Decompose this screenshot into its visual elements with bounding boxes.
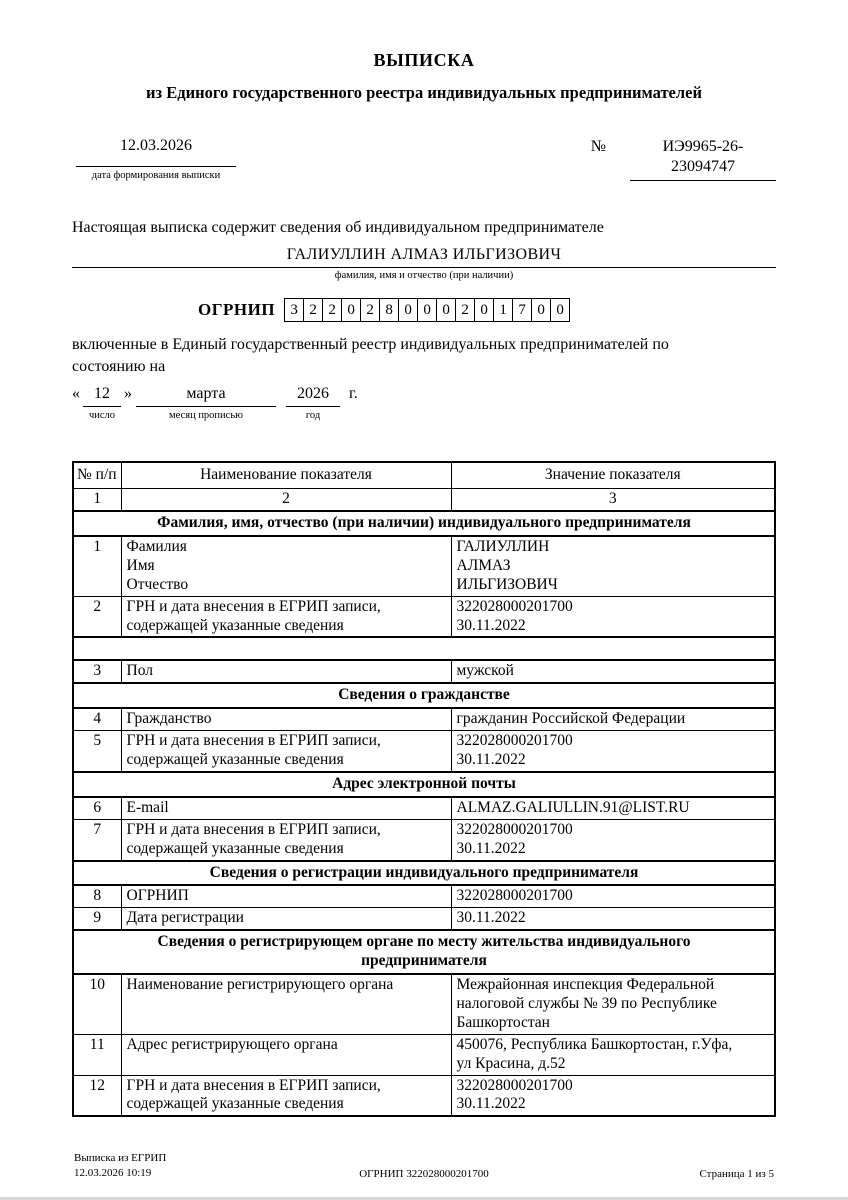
ogrnip-digit-box: 7 bbox=[512, 298, 532, 322]
footer-datetime: 12.03.2026 10:19 bbox=[74, 1166, 152, 1179]
table-row-section bbox=[73, 861, 775, 886]
page-footer bbox=[72, 1151, 776, 1180]
row-number-cell: 2 bbox=[73, 596, 121, 637]
table-row-data bbox=[73, 660, 775, 683]
row-number-cell: 11 bbox=[73, 1034, 121, 1075]
indicator-value-cell: 322028000201700 30.11.2022 bbox=[451, 596, 775, 637]
entrepreneur-name-caption: фамилия, имя и отчество (при наличии) bbox=[334, 270, 514, 281]
table-row-section bbox=[73, 511, 775, 536]
formation-date-caption: дата формирования выписки bbox=[91, 170, 221, 181]
ogrnip-digit-box: 0 bbox=[531, 298, 551, 322]
included-text: включенные в Единый государственный реестр индивидуальных предпринимателей по состоянию на bbox=[72, 336, 669, 375]
table-row-data bbox=[73, 596, 775, 637]
ogrnip-digit-box: 0 bbox=[474, 298, 494, 322]
ogrnip-digit-box: 0 bbox=[550, 298, 570, 322]
indicator-name-cell: Гражданство bbox=[121, 708, 451, 730]
empty-row-cell bbox=[73, 637, 775, 660]
ogrnip-digit-boxes bbox=[284, 298, 570, 322]
row-number-cell: 7 bbox=[73, 819, 121, 860]
table-row-data bbox=[73, 731, 775, 772]
ogrnip-digit-box: 2 bbox=[360, 298, 380, 322]
table-row-data bbox=[73, 974, 775, 1034]
open-quote: « bbox=[72, 385, 80, 403]
entrepreneur-name: ГАЛИУЛЛИН АЛМАЗ ИЛЬГИЗОВИЧ bbox=[72, 246, 776, 268]
section-header: Фамилия, имя, отчество (при наличии) индивидуального предпринимателя bbox=[73, 511, 775, 536]
year-field bbox=[286, 384, 340, 421]
indicator-value-cell: 322028000201700 30.11.2022 bbox=[451, 819, 775, 860]
indicator-value-cell: гражданин Российской Федерации bbox=[451, 708, 775, 730]
table-row-data bbox=[73, 536, 775, 596]
row-number-cell: 12 bbox=[73, 1075, 121, 1116]
table-row-section bbox=[73, 772, 775, 797]
indicator-name-cell: Дата регистрации bbox=[121, 908, 451, 930]
meta-row bbox=[72, 137, 776, 181]
row-number-cell: 10 bbox=[73, 974, 121, 1034]
extract-number-label: № bbox=[590, 138, 606, 155]
row-number-cell: 1 bbox=[73, 536, 121, 596]
table-row-data bbox=[73, 908, 775, 930]
section-header: Сведения о гражданстве bbox=[73, 683, 775, 708]
table-row-data bbox=[73, 819, 775, 860]
indicator-value-cell: ГАЛИУЛЛИН АЛМАЗ ИЛЬГИЗОВИЧ bbox=[451, 536, 775, 596]
indicator-value-cell: Межрайонная инспекция Федеральной налоговой службы № 39 по Республике Башкортостан bbox=[451, 974, 775, 1034]
table-row-section bbox=[73, 930, 775, 974]
table-row-data bbox=[73, 1075, 775, 1116]
document-subtitle: из Единого государственного реестра индивидуальных предпринимателей bbox=[146, 83, 702, 102]
day-value: 12 bbox=[83, 384, 121, 407]
column-header: Наименование показателя bbox=[121, 462, 451, 488]
footer-page-number: Страница 1 из 5 bbox=[699, 1167, 774, 1180]
table-row-data bbox=[73, 708, 775, 730]
extract-number-block bbox=[591, 137, 776, 181]
column-number: 1 bbox=[73, 489, 121, 511]
month-value: марта bbox=[136, 384, 276, 407]
table-row-colnum bbox=[73, 489, 775, 511]
indicator-value-cell: 322028000201700 30.11.2022 bbox=[451, 731, 775, 772]
entrepreneur-name-block bbox=[72, 246, 776, 281]
indicator-value-cell: 30.11.2022 bbox=[451, 908, 775, 930]
footer-left bbox=[74, 1151, 294, 1180]
formation-date-block bbox=[76, 137, 236, 181]
row-number-cell: 6 bbox=[73, 797, 121, 819]
indicator-name-cell: ОГРНИП bbox=[121, 885, 451, 907]
section-header: Сведения о регистрирующем органе по месту жительства индивидуального предпринимателя bbox=[73, 930, 775, 974]
indicator-value-cell: 322028000201700 30.11.2022 bbox=[451, 1075, 775, 1116]
column-number: 3 bbox=[451, 489, 775, 511]
extract-number-value: ИЭ9965-26- 23094747 bbox=[630, 137, 776, 181]
formation-date-value: 12.03.2026 bbox=[76, 137, 236, 167]
column-header: Значение показателя bbox=[451, 462, 775, 488]
as-of-date-row bbox=[72, 384, 776, 421]
indicator-name-cell: Наименование регистрирующего органа bbox=[121, 974, 451, 1034]
table-row-data bbox=[73, 797, 775, 819]
section-header: Сведения о регистрации индивидуального предпринимателя bbox=[73, 861, 775, 886]
table-row-header bbox=[73, 462, 775, 488]
indicator-name-cell: ГРН и дата внесения в ЕГРИП записи, содержащей указанные сведения bbox=[121, 596, 451, 637]
year-suffix: г. bbox=[349, 385, 358, 403]
indicator-name-cell: Пол bbox=[121, 660, 451, 683]
ogrnip-digit-box: 0 bbox=[398, 298, 418, 322]
indicator-name-cell: ГРН и дата внесения в ЕГРИП записи, содержащей указанные сведения bbox=[121, 819, 451, 860]
indicator-value-cell: 322028000201700 bbox=[451, 885, 775, 907]
section-header: Адрес электронной почты bbox=[73, 772, 775, 797]
ogrnip-digit-box: 8 bbox=[379, 298, 399, 322]
indicator-name-cell: ГРН и дата внесения в ЕГРИП записи, содержащей указанные сведения bbox=[121, 731, 451, 772]
indicator-value-cell: ALMAZ.GALIULLIN.91@LIST.RU bbox=[451, 797, 775, 819]
indicators-table bbox=[72, 461, 776, 1117]
indicator-name-cell: ГРН и дата внесения в ЕГРИП записи, содержащей указанные сведения bbox=[121, 1075, 451, 1116]
ogrnip-digit-box: 2 bbox=[455, 298, 475, 322]
indicator-name-cell: Фамилия Имя Отчество bbox=[121, 536, 451, 596]
year-caption: год bbox=[305, 410, 321, 422]
ogrnip-digit-box: 2 bbox=[322, 298, 342, 322]
ogrnip-digit-box: 0 bbox=[341, 298, 361, 322]
document-page bbox=[72, 0, 776, 1180]
indicator-name-cell: E-mail bbox=[121, 797, 451, 819]
month-field bbox=[136, 384, 276, 421]
indicator-value-cell: мужской bbox=[451, 660, 775, 683]
row-number-cell: 9 bbox=[73, 908, 121, 930]
table-row-empty bbox=[73, 637, 775, 660]
footer-doc-type: Выписка из ЕГРИП bbox=[74, 1152, 167, 1165]
report-table-body bbox=[73, 462, 775, 1116]
column-number: 2 bbox=[121, 489, 451, 511]
row-number-cell: 3 bbox=[73, 660, 121, 683]
column-header: № п/п bbox=[73, 462, 121, 488]
row-number-cell: 5 bbox=[73, 731, 121, 772]
close-quote: » bbox=[124, 385, 132, 403]
day-caption: число bbox=[88, 410, 116, 422]
table-row-data bbox=[73, 885, 775, 907]
intro-text: Настоящая выписка содержит сведения об индивидуальном предпринимателе bbox=[72, 219, 604, 236]
ogrnip-digit-box: 2 bbox=[303, 298, 323, 322]
footer-ogrnip: ОГРНИП 322028000201700 bbox=[359, 1167, 489, 1180]
ogrnip-label: ОГРНИП bbox=[198, 300, 276, 319]
row-number-cell: 8 bbox=[73, 885, 121, 907]
document-title: ВЫПИСКА bbox=[373, 50, 475, 70]
ogrnip-digit-box: 0 bbox=[417, 298, 437, 322]
ogrnip-row bbox=[72, 298, 776, 322]
day-field bbox=[83, 384, 121, 421]
indicator-value-cell: 450076, Республика Башкортостан, г.Уфа, ул Красина, д.52 bbox=[451, 1034, 775, 1075]
ogrnip-digit-box: 3 bbox=[284, 298, 304, 322]
table-row-section bbox=[73, 683, 775, 708]
ogrnip-digit-box: 1 bbox=[493, 298, 513, 322]
month-caption: месяц прописью bbox=[169, 410, 243, 422]
indicator-name-cell: Адрес регистрирующего органа bbox=[121, 1034, 451, 1075]
row-number-cell: 4 bbox=[73, 708, 121, 730]
ogrnip-digit-box: 0 bbox=[436, 298, 456, 322]
table-row-data bbox=[73, 1034, 775, 1075]
year-value: 2026 bbox=[286, 384, 340, 407]
